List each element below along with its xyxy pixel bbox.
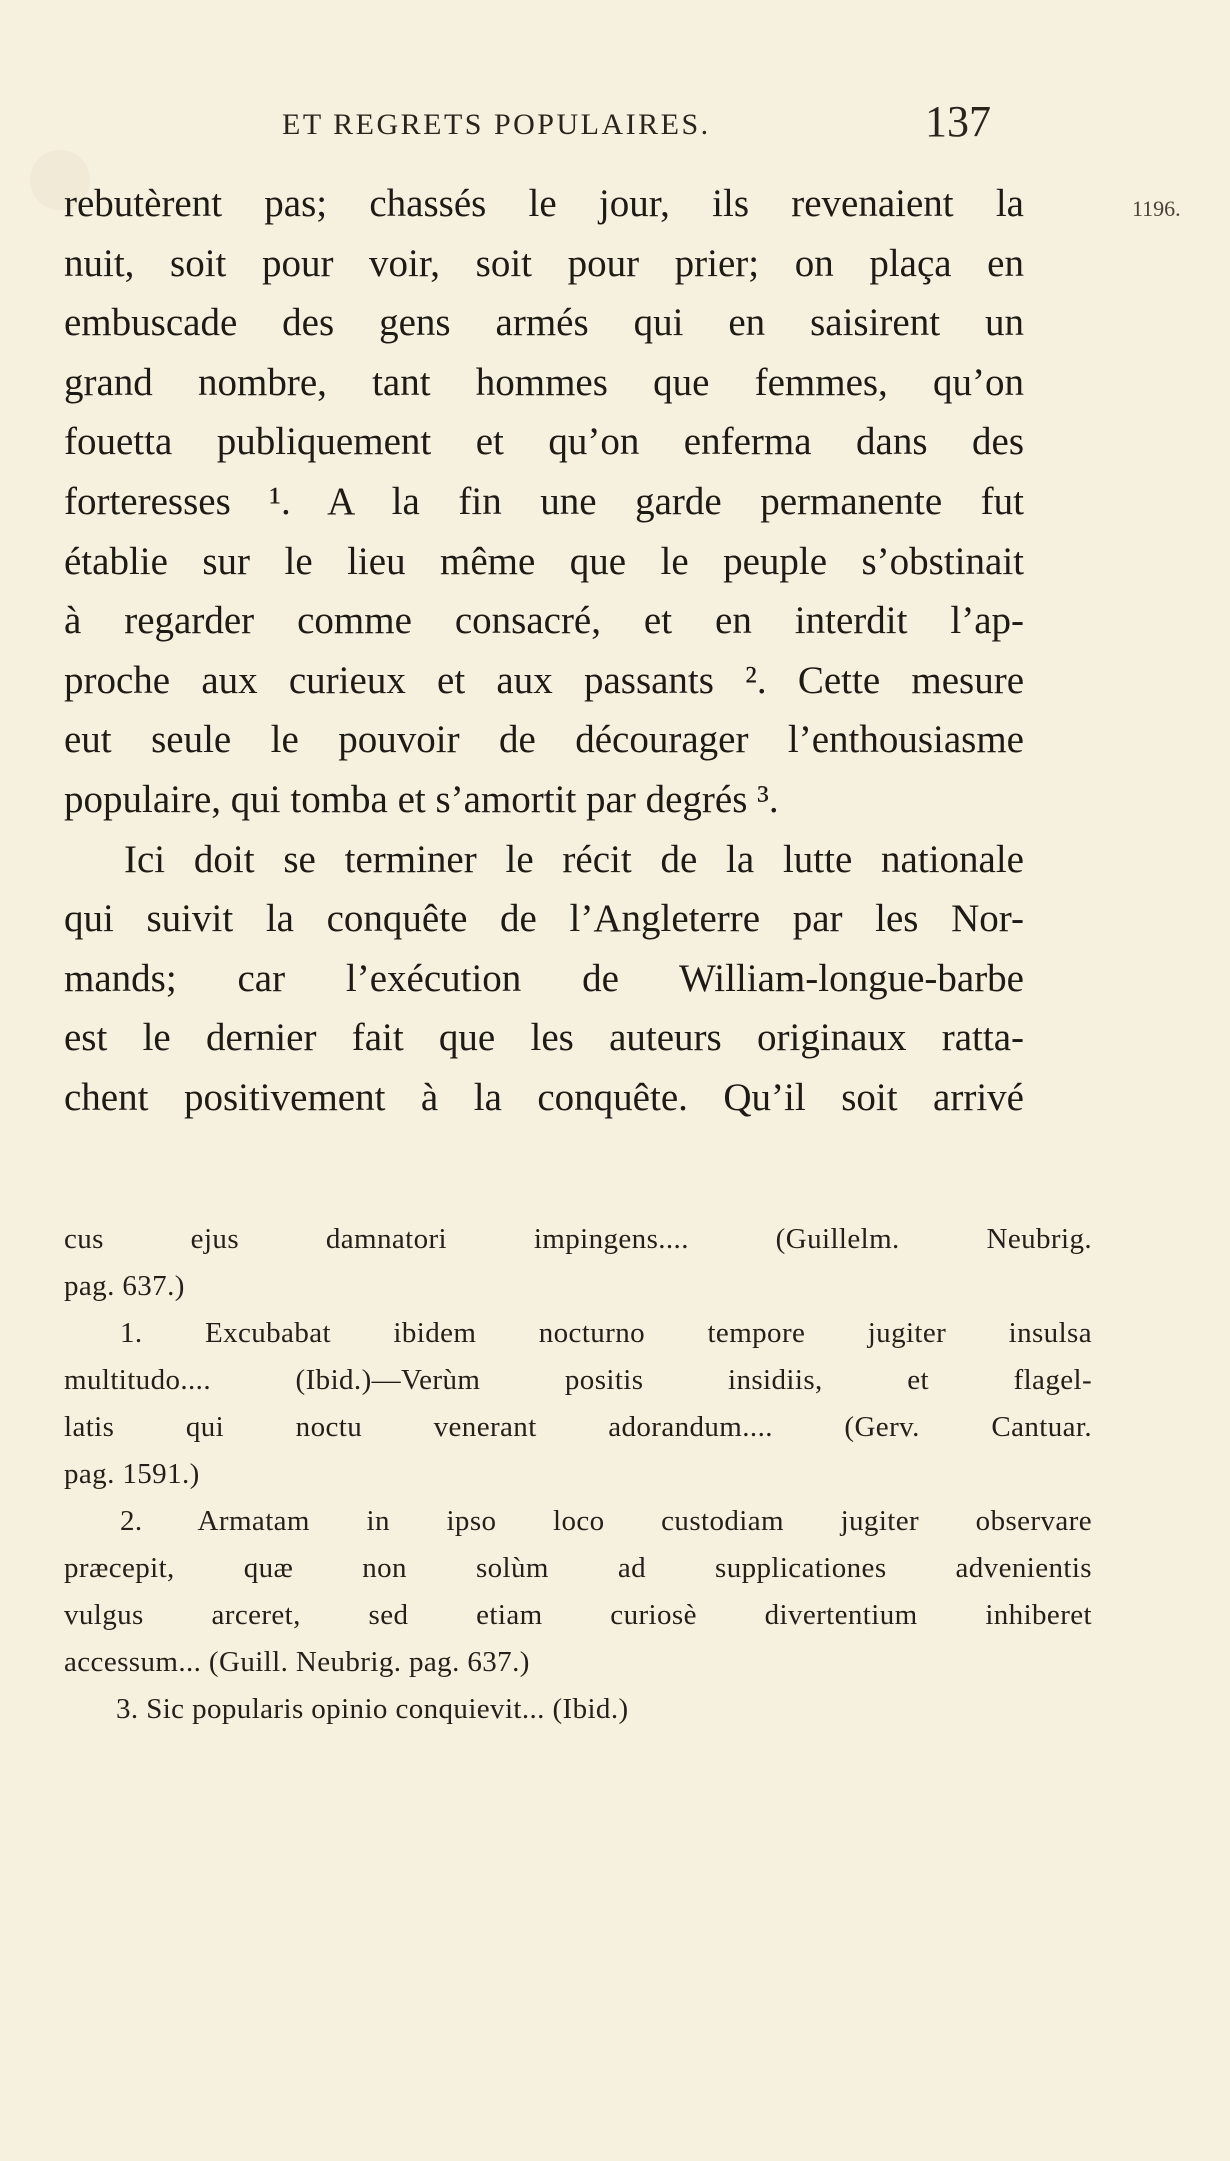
paragraph-start-line: Ici doit se terminer le récit de la lutte nationale bbox=[124, 837, 1024, 881]
text-line: grand nombre, tant hommes que femmes, qu’on bbox=[64, 360, 1024, 404]
footnote-line: multitudo.... (Ibid.)—Verùm positis insidiis, et flagel- bbox=[64, 1364, 1092, 1396]
footnote-line: præcepit, quæ non solùm ad supplicationes advenientis bbox=[64, 1552, 1092, 1584]
text-line: chent positivement à la conquête. Qu’il soit arrivé bbox=[64, 1075, 1024, 1119]
text-line: qui suivit la conquête de l’Angleterre par les Nor- bbox=[64, 897, 1024, 941]
text-line: mands; car l’exécution de William-longue-barbe bbox=[64, 956, 1024, 1000]
footnote-line: pag. 1591.) bbox=[64, 1458, 200, 1490]
text-line: proche aux curieux et aux passants ². Cette mesure bbox=[64, 658, 1024, 702]
text-line: rebutèrent pas; chassés le jour, ils revenaient la bbox=[64, 182, 1024, 225]
footnote-line: pag. 637.) bbox=[64, 1270, 185, 1302]
footnote-line: latis qui noctu venerant adorandum.... (Gerv. Cantuar. bbox=[64, 1411, 1092, 1443]
text-line: populaire, qui tomba et s’amortit par degrés ³. bbox=[64, 777, 779, 821]
footnotes bbox=[64, 1216, 1092, 1733]
text-line: établie sur le lieu même que le peuple s’obstinait bbox=[64, 539, 1024, 583]
footnote-line: accessum... (Guill. Neubrig. pag. 637.) bbox=[64, 1646, 530, 1678]
footnote-line: cus ejus damnatori impingens.... (Guillelm. Neubrig. bbox=[64, 1223, 1092, 1255]
footnote-2: 2. Armatam in ipso loco custodiam jugiter observare bbox=[120, 1505, 1092, 1537]
footnote-line: vulgus arceret, sed etiam curiosè divertentium inhiberet bbox=[64, 1599, 1092, 1631]
text-line: eut seule le pouvoir de décourager l’enthousiasme bbox=[64, 718, 1024, 762]
main-text bbox=[64, 174, 1024, 1128]
text-line: forteresses ¹. A la fin une garde permanente fut bbox=[64, 479, 1024, 523]
text-line: à regarder comme consacré, et en interdit l’ap- bbox=[64, 599, 1024, 643]
text-line: est le dernier fait que les auteurs originaux ratta- bbox=[64, 1016, 1024, 1060]
footnote-1: 1. Excubabat ibidem nocturno tempore jugiter insulsa bbox=[120, 1317, 1092, 1349]
text-line: fouetta publiquement et qu’on enferma dans des bbox=[64, 420, 1024, 464]
margin-date: 1196. bbox=[1132, 196, 1181, 221]
text-line: nuit, soit pour voir, soit pour prier; on plaça en bbox=[64, 241, 1024, 285]
text-line: embuscade des gens armés qui en saisirent un bbox=[64, 301, 1024, 345]
footnote-3: 3. Sic popularis opinio conquievit... (Ibid.) bbox=[116, 1693, 629, 1725]
page-number: 137 bbox=[925, 97, 991, 146]
running-head: ET REGRETS POPULAIRES. bbox=[282, 108, 711, 141]
